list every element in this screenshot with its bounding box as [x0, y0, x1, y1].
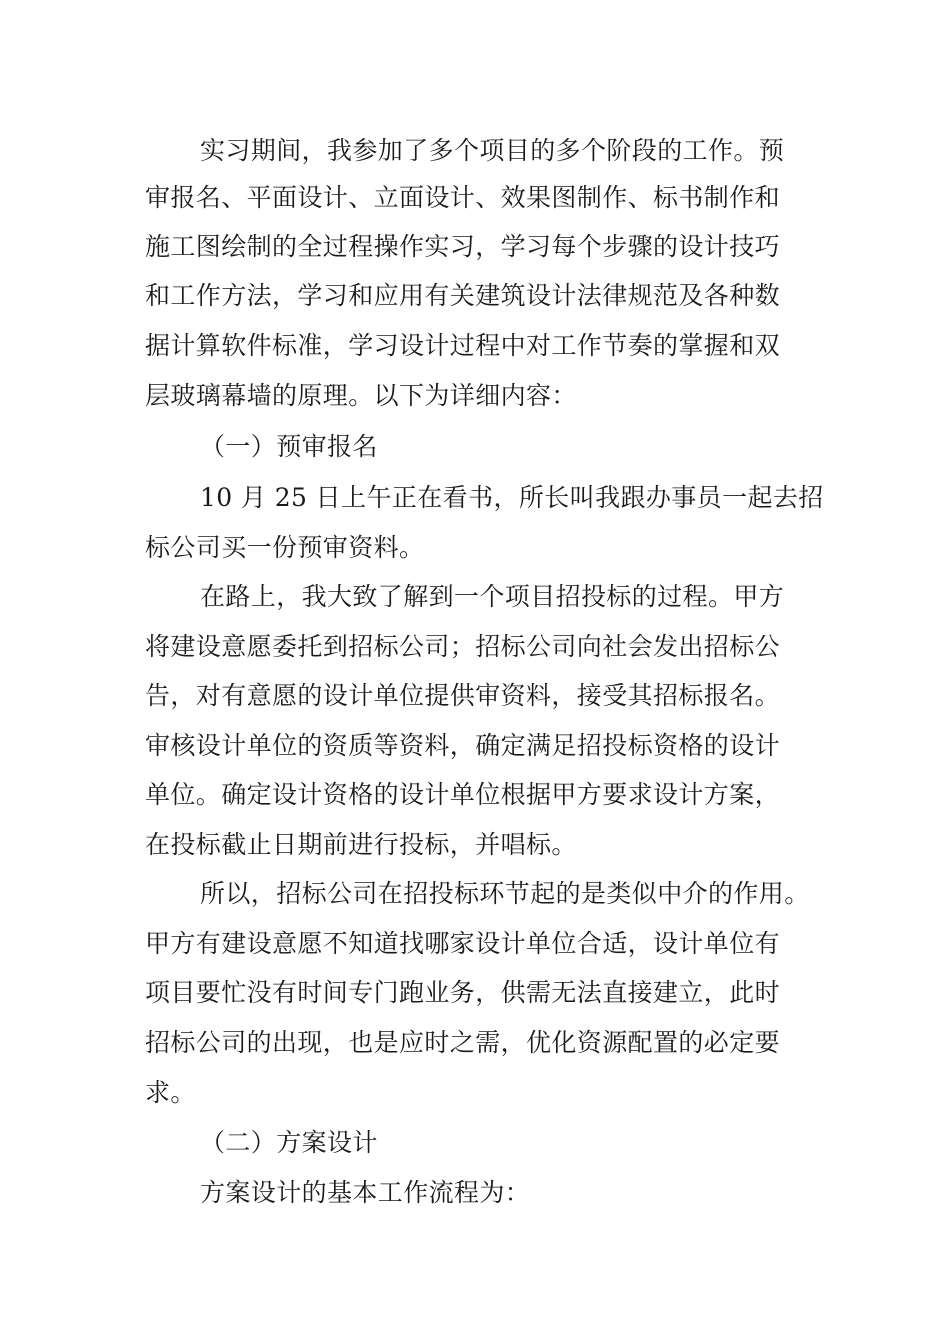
- paragraph-line: 在投标截止日期前进行投标，并唱标。: [145, 830, 577, 859]
- paragraph-line: 层玻璃幕墙的原理。以下为详细内容：: [145, 381, 577, 410]
- paragraph-line: 求。: [145, 1078, 196, 1107]
- paragraph-line: 据计算软件标准，学习设计过程中对工作节奏的掌握和双: [145, 331, 781, 360]
- paragraph-line: 审核设计单位的资质等资料，确定满足招投标资格的设计: [145, 731, 781, 760]
- paragraph-line: 所以，招标公司在招投标环节起的是类似中介的作用。: [200, 879, 810, 908]
- paragraph-line: 方案设计的基本工作流程为：: [200, 1178, 531, 1207]
- paragraph-line: 将建设意愿委托到招标公司；招标公司向社会发出招标公: [145, 632, 781, 661]
- paragraph-line: 审报名、平面设计、立面设计、效果图制作、标书制作和: [145, 183, 781, 212]
- paragraph-line: 告，对有意愿的设计单位提供审资料，接受其招标报名。: [145, 681, 781, 710]
- paragraph-line: 在路上，我大致了解到一个项目招投标的过程。甲方: [200, 582, 785, 611]
- section-heading: （二）方案设计: [200, 1128, 378, 1157]
- paragraph-line: 甲方有建设意愿不知道找哪家设计单位合适，设计单位有: [145, 929, 781, 958]
- paragraph-line: 10 月 25 日上午正在看书，所长叫我跟办事员一起去招: [200, 483, 824, 512]
- paragraph-line: 施工图绘制的全过程操作实习，学习每个步骤的设计技巧: [145, 232, 781, 261]
- paragraph-line: 招标公司的出现，也是应时之需，优化资源配置的必定要: [145, 1028, 781, 1057]
- paragraph-line: 和工作方法，学习和应用有关建筑设计法律规范及各种数: [145, 281, 781, 310]
- paragraph-line: 单位。确定设计资格的设计单位根据甲方要求设计方案，: [145, 780, 781, 809]
- section-heading: （一）预审报名: [200, 432, 378, 461]
- paragraph-line: 实习期间，我参加了多个项目的多个阶段的工作。预: [200, 136, 785, 165]
- paragraph-line: 标公司买一份预审资料。: [145, 533, 425, 562]
- paragraph-line: 项目要忙没有时间专门跑业务，供需无法直接建立，此时: [145, 978, 781, 1007]
